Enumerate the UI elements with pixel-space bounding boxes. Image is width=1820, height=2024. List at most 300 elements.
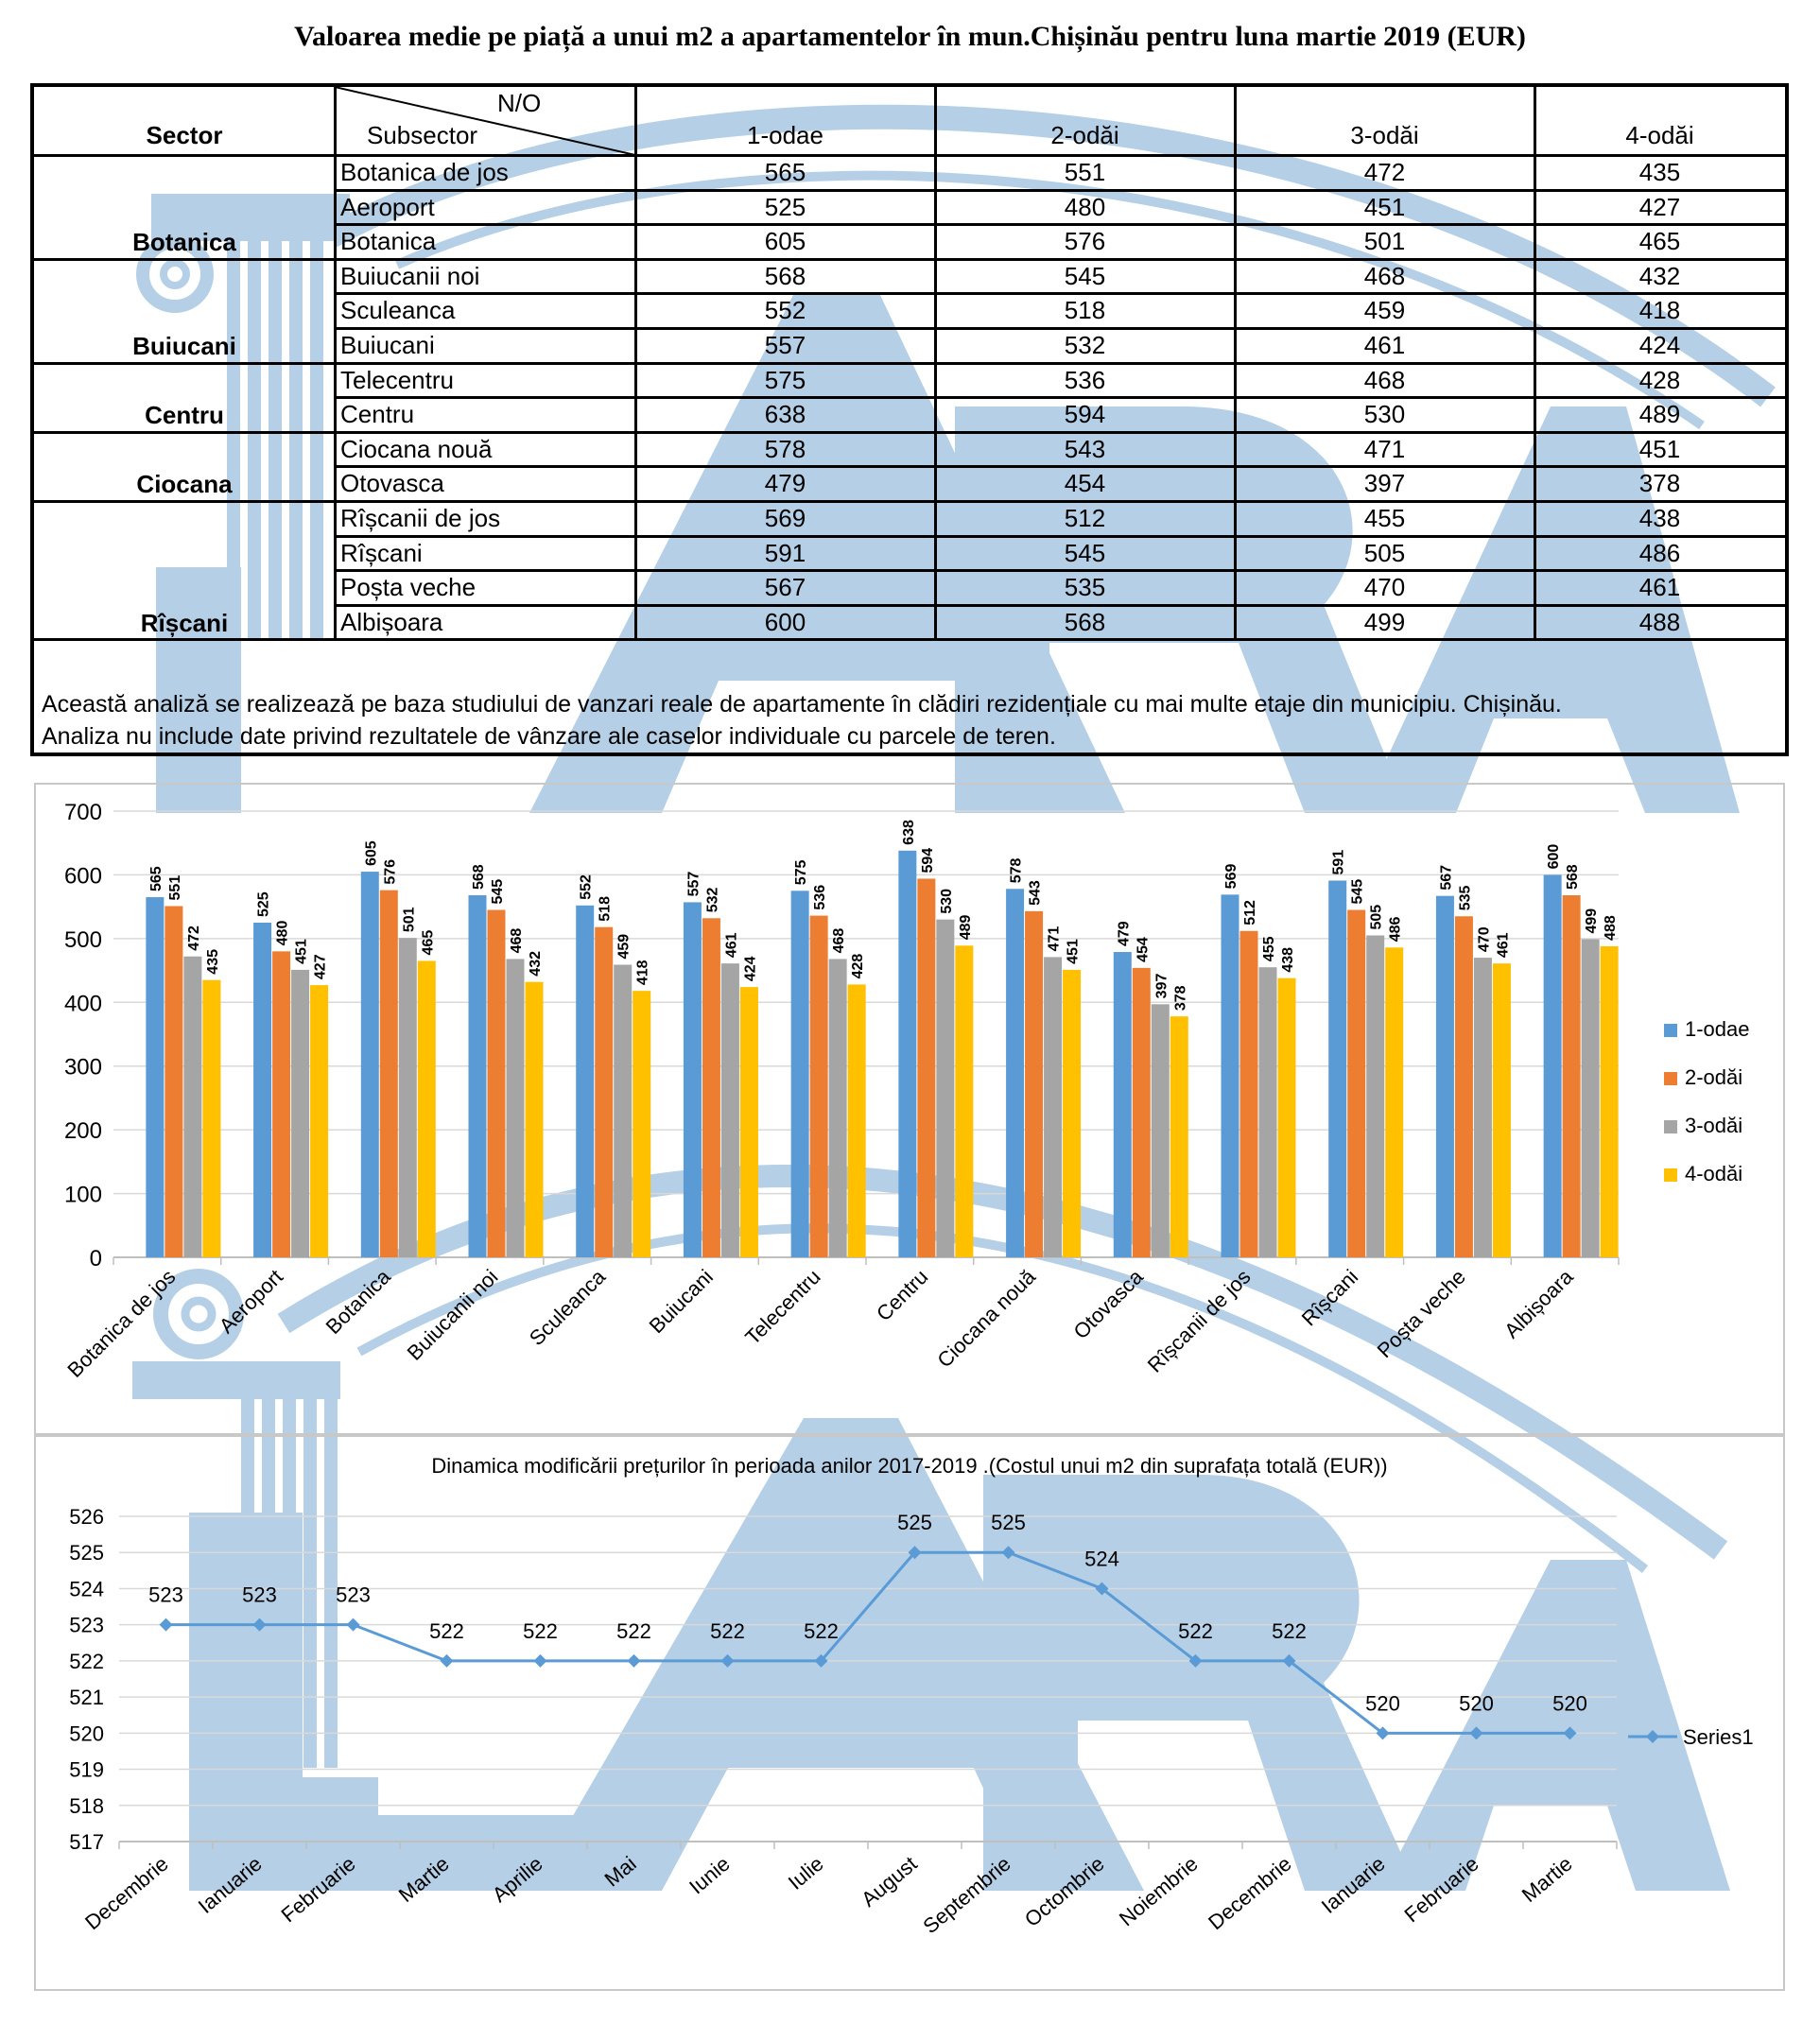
x-category-label: Telecentru xyxy=(740,1264,825,1350)
y-tick-label: 522 xyxy=(69,1649,104,1673)
data-label: 488 xyxy=(1603,915,1620,941)
subsector-cell: Ciocana nouă xyxy=(340,434,493,463)
value-cell: 459 xyxy=(1363,296,1406,325)
bar xyxy=(1259,967,1277,1257)
data-label: 557 xyxy=(685,871,702,897)
value-cell: 505 xyxy=(1363,538,1406,567)
data-label: 424 xyxy=(742,956,759,982)
series-line xyxy=(166,1552,1570,1733)
value-cell: 499 xyxy=(1363,607,1406,636)
value-cell: 468 xyxy=(1363,365,1406,394)
data-label: 569 xyxy=(1223,863,1239,890)
bar xyxy=(1493,963,1511,1257)
data-label: 522 xyxy=(616,1618,651,1643)
value-cell: 557 xyxy=(764,331,806,359)
data-label: 578 xyxy=(1008,857,1025,884)
subsector-cell: Rîșcanii de jos xyxy=(340,504,501,532)
bar xyxy=(1563,895,1581,1257)
value-cell: 435 xyxy=(1638,158,1681,186)
data-label: 459 xyxy=(615,933,633,960)
footnote-line-2: Analiza nu include date privind rezultatele de vânzare ale caselor individuale cu parcele de teren. xyxy=(42,723,1056,750)
value-cell: 489 xyxy=(1638,400,1681,429)
value-cell: 397 xyxy=(1363,469,1406,498)
legend-swatch xyxy=(1664,1072,1677,1085)
y-tick-label: 519 xyxy=(69,1757,104,1782)
value-cell: 512 xyxy=(1064,504,1106,532)
bar xyxy=(684,902,702,1257)
header-col-2: 2-odăi xyxy=(1050,121,1119,149)
data-label: 532 xyxy=(704,887,721,913)
value-cell: 575 xyxy=(764,365,806,394)
x-category-label: Albișoara xyxy=(1499,1264,1578,1343)
bar xyxy=(1385,947,1403,1257)
sector-label: Ciocana xyxy=(136,470,233,499)
data-label: 438 xyxy=(1280,946,1296,973)
bar xyxy=(1544,874,1562,1257)
value-cell: 518 xyxy=(1064,296,1106,325)
x-category-label: Martie xyxy=(1517,1851,1577,1908)
bar xyxy=(291,970,309,1257)
value-cell: 552 xyxy=(764,296,806,325)
value-cell: 418 xyxy=(1638,296,1681,325)
x-category-label: Mai xyxy=(599,1851,641,1892)
data-label: 568 xyxy=(471,864,487,891)
y-tick-label: 524 xyxy=(69,1577,104,1601)
column-divider xyxy=(634,87,637,641)
x-category-label: Septembrie xyxy=(918,1851,1015,1939)
x-category-label: Botanica de jos xyxy=(62,1264,181,1382)
data-point xyxy=(253,1618,267,1632)
value-cell: 525 xyxy=(764,192,806,221)
data-point xyxy=(441,1654,454,1668)
bar xyxy=(1222,894,1239,1257)
x-category-label: Februarie xyxy=(1399,1851,1483,1928)
value-cell: 568 xyxy=(1064,607,1106,636)
value-cell: 461 xyxy=(1638,573,1681,602)
value-cell: 567 xyxy=(764,573,806,602)
column-divider xyxy=(934,87,937,641)
bar xyxy=(917,878,935,1257)
y-tick-label: 200 xyxy=(63,1118,102,1145)
bar xyxy=(1133,968,1151,1257)
x-category-label: Rîșcanii de jos xyxy=(1142,1264,1256,1377)
data-label: 524 xyxy=(1084,1547,1119,1571)
data-label: 479 xyxy=(1116,921,1133,947)
y-tick-label: 500 xyxy=(63,926,102,953)
subsector-cell: Poșta veche xyxy=(340,573,477,602)
value-cell: 455 xyxy=(1363,504,1406,532)
header-no: N/O xyxy=(497,89,542,117)
data-label: 600 xyxy=(1546,843,1563,870)
value-cell: 536 xyxy=(1064,365,1106,394)
bar xyxy=(898,851,916,1257)
bar xyxy=(576,906,594,1257)
data-label: 518 xyxy=(597,896,614,922)
x-category-label: Buiucani xyxy=(644,1264,718,1339)
bar xyxy=(361,872,379,1257)
bar xyxy=(469,895,487,1257)
header-diagonal-line xyxy=(335,87,635,157)
header-col-3: 3-odăi xyxy=(1350,121,1419,149)
data-label: 378 xyxy=(1172,985,1189,1012)
value-cell: 591 xyxy=(764,538,806,567)
value-cell: 501 xyxy=(1363,227,1406,256)
data-label: 576 xyxy=(382,858,399,885)
x-category-label: Centru xyxy=(872,1264,933,1326)
data-label: 480 xyxy=(274,920,291,946)
x-category-label: Ciocana nouă xyxy=(932,1264,1041,1373)
value-cell: 454 xyxy=(1064,469,1106,498)
data-label: 568 xyxy=(1565,864,1582,891)
bar xyxy=(1328,880,1346,1257)
bar xyxy=(183,957,201,1257)
value-cell: 545 xyxy=(1064,261,1106,290)
bar xyxy=(810,916,828,1257)
value-cell: 461 xyxy=(1363,331,1406,359)
data-point xyxy=(347,1618,360,1632)
data-label: 470 xyxy=(1476,926,1493,953)
header-sector: Sector xyxy=(146,121,223,149)
bar xyxy=(1063,970,1081,1257)
data-label: 520 xyxy=(1552,1691,1587,1716)
data-label: 432 xyxy=(528,951,544,977)
subsector-cell: Botanica xyxy=(340,227,437,256)
subsector-cell: Buiucani xyxy=(340,331,435,359)
value-cell: 532 xyxy=(1064,331,1106,359)
x-category-label: Aeroport xyxy=(214,1264,288,1339)
table-row xyxy=(335,295,1785,330)
value-cell: 451 xyxy=(1363,192,1406,221)
header-col-1: 1-odae xyxy=(747,121,823,149)
value-cell: 432 xyxy=(1638,261,1681,290)
value-cell: 488 xyxy=(1638,607,1681,636)
data-label: 536 xyxy=(812,884,829,910)
footnote xyxy=(42,688,1562,753)
bar xyxy=(1152,1004,1170,1257)
bar xyxy=(848,984,866,1257)
bar xyxy=(721,963,739,1257)
table-row xyxy=(335,503,1785,538)
value-cell: 451 xyxy=(1638,434,1681,463)
data-label: 525 xyxy=(991,1511,1026,1535)
value-cell: 600 xyxy=(764,607,806,636)
x-category-label: Ianuarie xyxy=(1316,1851,1390,1918)
data-label: 451 xyxy=(293,939,310,964)
bar xyxy=(1436,896,1454,1257)
bar xyxy=(791,891,809,1257)
y-tick-label: 523 xyxy=(69,1613,104,1637)
data-label: 565 xyxy=(147,866,165,892)
header-col-4: 4-odăi xyxy=(1625,121,1694,149)
y-tick-label: 0 xyxy=(89,1246,102,1271)
y-tick-label: 521 xyxy=(69,1686,104,1710)
data-label: 505 xyxy=(1368,904,1385,930)
data-label: 525 xyxy=(897,1511,932,1535)
data-label: 468 xyxy=(831,927,848,954)
data-point xyxy=(1470,1726,1483,1739)
data-label: 451 xyxy=(1065,939,1082,964)
sector-label: Rîșcani xyxy=(140,608,229,637)
data-label: 454 xyxy=(1135,937,1152,962)
data-label: 535 xyxy=(1457,885,1474,911)
subsector-cell: Aeroport xyxy=(340,192,435,221)
legend-label: 2-odăi xyxy=(1685,1065,1743,1089)
data-label: 397 xyxy=(1153,973,1170,999)
data-point xyxy=(721,1654,735,1668)
data-label: 427 xyxy=(312,954,329,980)
subsector-cell: Albișoara xyxy=(340,607,443,636)
x-category-label: Iulie xyxy=(783,1851,828,1894)
value-cell: 424 xyxy=(1638,331,1681,359)
value-cell: 471 xyxy=(1363,434,1406,463)
bar xyxy=(1366,935,1384,1257)
subsector-cell: Centru xyxy=(340,400,415,429)
data-label: 530 xyxy=(938,888,955,914)
data-point xyxy=(534,1654,547,1668)
column-divider xyxy=(334,87,337,641)
bar xyxy=(1114,952,1132,1257)
data-point xyxy=(1564,1726,1577,1739)
data-label: 545 xyxy=(1349,878,1366,905)
x-category-label: Decembrie xyxy=(80,1851,173,1935)
table-row xyxy=(335,261,1785,296)
bar xyxy=(165,906,182,1257)
bar xyxy=(702,918,720,1257)
table-row xyxy=(335,157,1785,192)
bar xyxy=(1170,1016,1188,1257)
line-chart-title: Dinamica modificării prețurilor în perioada anilor 2017-2019 .(Costul unui m2 din suprafața totală (EUR)) xyxy=(431,1454,1388,1478)
bar xyxy=(526,982,544,1257)
subsector-cell: Sculeanca xyxy=(340,296,456,325)
data-label: 522 xyxy=(523,1618,558,1643)
bar xyxy=(202,980,220,1257)
table-row xyxy=(335,365,1785,400)
data-label: 522 xyxy=(710,1618,745,1643)
x-category-label: Sculeanca xyxy=(524,1264,611,1351)
value-cell: 569 xyxy=(764,504,806,532)
value-cell: 468 xyxy=(1363,261,1406,290)
x-category-label: Otovasca xyxy=(1068,1264,1148,1344)
data-label: 428 xyxy=(850,953,867,979)
data-label: 461 xyxy=(1495,932,1512,959)
data-label: 461 xyxy=(723,932,740,959)
value-cell: 638 xyxy=(764,400,806,429)
data-point xyxy=(628,1654,641,1668)
header-subsector: Subsector xyxy=(367,121,478,149)
x-category-label: Buiucanii noi xyxy=(402,1264,503,1365)
legend-label: Series1 xyxy=(1683,1725,1754,1749)
data-label: 455 xyxy=(1261,936,1277,962)
bar xyxy=(740,987,758,1257)
data-label: 638 xyxy=(900,820,917,845)
bar xyxy=(1044,957,1062,1257)
subsector-cell: Botanica de jos xyxy=(340,158,509,186)
value-cell: 545 xyxy=(1064,538,1106,567)
subsector-cell: Buiucanii noi xyxy=(340,261,480,290)
table-row xyxy=(335,538,1785,573)
value-cell: 427 xyxy=(1638,192,1681,221)
bar-chart-panel xyxy=(34,783,1785,1435)
table-row xyxy=(335,192,1785,227)
data-point xyxy=(1002,1546,1015,1559)
legend-label: 3-odăi xyxy=(1685,1114,1743,1137)
bar xyxy=(955,945,973,1257)
y-tick-label: 525 xyxy=(69,1541,104,1566)
y-tick-label: 100 xyxy=(63,1182,102,1208)
bar-chart xyxy=(36,785,1783,1433)
data-label: 418 xyxy=(634,960,651,986)
data-label: 486 xyxy=(1387,916,1404,943)
data-label: 489 xyxy=(957,914,974,941)
data-point xyxy=(160,1618,173,1632)
bar xyxy=(936,920,954,1257)
line-chart xyxy=(36,1437,1783,1989)
data-label: 465 xyxy=(420,929,437,956)
footnote-line-1: Această analiză se realizează pe baza studiului de vanzari reale de apartamente în clădiri rezidențiale cu mai multe etaje din municipiu. Chișinău. xyxy=(42,691,1562,718)
x-category-label: Noiembrie xyxy=(1114,1851,1203,1931)
bar xyxy=(1025,911,1043,1257)
x-category-label: Iunie xyxy=(685,1851,735,1899)
legend-marker xyxy=(1646,1730,1659,1743)
data-label: 501 xyxy=(401,907,418,933)
subsector-cell: Otovasca xyxy=(340,469,444,498)
y-tick-label: 300 xyxy=(63,1054,102,1081)
x-category-label: Octombrie xyxy=(1019,1851,1109,1932)
y-tick-label: 400 xyxy=(63,991,102,1017)
table-row xyxy=(335,572,1785,607)
subsector-cell: Telecentru xyxy=(340,365,454,394)
data-label: 522 xyxy=(1272,1618,1307,1643)
subsector-cell: Rîșcani xyxy=(340,538,423,567)
legend-label: 4-odăi xyxy=(1685,1162,1743,1185)
x-category-label: Poșta veche xyxy=(1372,1264,1470,1363)
sector-label: Centru xyxy=(145,401,224,430)
legend-swatch xyxy=(1664,1024,1677,1037)
data-label: 522 xyxy=(1178,1618,1213,1643)
x-category-label: Ianuarie xyxy=(193,1851,267,1918)
value-cell: 486 xyxy=(1638,538,1681,567)
y-tick-label: 700 xyxy=(63,800,102,825)
data-label: 512 xyxy=(1242,900,1258,926)
data-label: 525 xyxy=(255,891,272,917)
value-cell: 576 xyxy=(1064,227,1106,256)
page-title: Valoarea medie pe piață a unui m2 a apartamentelor în mun.Chișinău pentru luna martie 2019 (EUR) xyxy=(294,21,1526,52)
bar xyxy=(595,927,613,1257)
data-label: 551 xyxy=(166,874,183,901)
value-cell: 594 xyxy=(1064,400,1106,429)
data-label: 591 xyxy=(1330,849,1347,875)
value-cell: 530 xyxy=(1363,400,1406,429)
x-category-label: Decembrie xyxy=(1204,1851,1296,1935)
bar xyxy=(1240,931,1258,1257)
value-cell: 438 xyxy=(1638,504,1681,532)
value-cell: 535 xyxy=(1064,573,1106,602)
data-label: 468 xyxy=(509,927,525,954)
x-category-label: Rîșcani xyxy=(1296,1264,1363,1331)
legend-swatch xyxy=(1664,1168,1677,1182)
x-category-label: August xyxy=(857,1851,922,1912)
sector-label: Buiucani xyxy=(132,332,236,360)
data-label: 472 xyxy=(185,926,202,951)
value-cell: 578 xyxy=(764,434,806,463)
value-cell: 565 xyxy=(764,158,806,186)
data-label: 471 xyxy=(1046,926,1063,952)
value-cell: 465 xyxy=(1638,227,1681,256)
data-label: 523 xyxy=(242,1583,277,1607)
bar xyxy=(1582,940,1600,1257)
table-header-row xyxy=(34,87,1785,157)
legend-label: 1-odae xyxy=(1685,1017,1750,1041)
bar xyxy=(310,985,328,1257)
bar xyxy=(1601,946,1619,1257)
bar xyxy=(488,910,506,1257)
data-label: 435 xyxy=(204,948,221,975)
data-label: 594 xyxy=(919,847,936,874)
x-category-label: Aprilie xyxy=(487,1851,547,1908)
value-cell: 428 xyxy=(1638,365,1681,394)
bar xyxy=(1474,958,1492,1257)
line-chart-panel xyxy=(34,1435,1785,1991)
data-label: 522 xyxy=(804,1618,839,1643)
bar xyxy=(418,960,436,1257)
column-divider xyxy=(1234,87,1237,641)
data-label: 523 xyxy=(336,1583,371,1607)
table-row xyxy=(335,434,1785,469)
data-label: 520 xyxy=(1365,1691,1400,1716)
data-label: 499 xyxy=(1584,908,1601,934)
x-category-label: Martie xyxy=(393,1851,454,1908)
value-cell: 543 xyxy=(1064,434,1106,463)
y-tick-label: 518 xyxy=(69,1793,104,1818)
value-cell: 605 xyxy=(764,227,806,256)
data-label: 567 xyxy=(1438,864,1455,891)
data-label: 605 xyxy=(363,840,380,867)
value-cell: 551 xyxy=(1064,158,1106,186)
column-divider xyxy=(1534,87,1536,641)
legend-swatch xyxy=(1664,1120,1677,1133)
x-category-label: Botanica xyxy=(321,1264,395,1340)
data-label: 545 xyxy=(490,878,506,905)
bar xyxy=(253,923,271,1257)
y-tick-label: 517 xyxy=(69,1830,104,1854)
y-tick-label: 520 xyxy=(69,1721,104,1746)
y-tick-label: 526 xyxy=(69,1505,104,1529)
bar xyxy=(1278,978,1296,1257)
value-cell: 378 xyxy=(1638,469,1681,498)
bar xyxy=(1455,916,1473,1257)
value-cell: 568 xyxy=(764,261,806,290)
bar xyxy=(399,938,417,1257)
data-label: 575 xyxy=(793,859,810,886)
bar xyxy=(1006,889,1024,1257)
bar xyxy=(507,959,525,1257)
bar xyxy=(146,897,164,1257)
bar xyxy=(272,951,290,1257)
sector-label: Botanica xyxy=(132,228,236,257)
bar xyxy=(1347,910,1365,1257)
data-label: 543 xyxy=(1027,880,1044,906)
data-label: 552 xyxy=(578,874,595,900)
data-label: 520 xyxy=(1459,1691,1494,1716)
bar xyxy=(614,965,632,1257)
price-table xyxy=(30,83,1789,756)
data-label: 522 xyxy=(429,1618,464,1643)
value-cell: 470 xyxy=(1363,573,1406,602)
value-cell: 479 xyxy=(764,469,806,498)
bar xyxy=(633,991,650,1257)
bar xyxy=(380,891,398,1257)
x-category-label: Februarie xyxy=(276,1851,360,1928)
